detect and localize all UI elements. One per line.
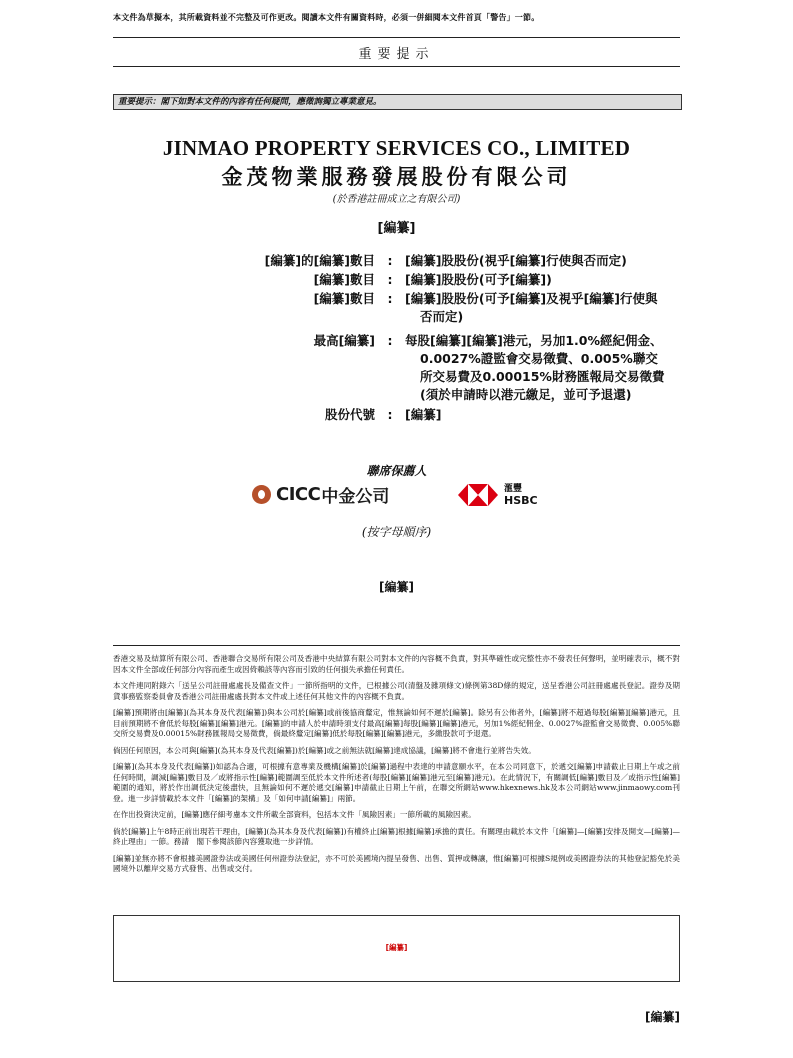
offer-label: [編纂]數目 — [313, 291, 375, 306]
disclaimer-rule — [113, 645, 680, 646]
disclaimer-paragraph: 香港交易及結算所有限公司、香港聯合交易所有限公司及香港中央結算有限公司對本文件的內容概不負責，對其準確性或完整性亦不發表任何聲明，並明確表示，概不對因本文件全部或任何部分內容而產生或因倚賴該等內容而引致的任何損失承擔任何責任。 — [113, 654, 680, 674]
offer-label: 股份代號 — [324, 407, 375, 422]
disclaimer-paragraph: [編纂]並無亦將不會根據美國證券法或美國任何州證券法登記，亦不可於美國境內提呈發售、出售、質押或轉讓，惟[編纂]可根據S規例或美國證券法的其他登記豁免於美國境外以離岸交易方式發售、出售或交付。 — [113, 853, 680, 873]
section-title: 重要提示 — [358, 47, 435, 62]
offer-summary-table — [240, 252, 680, 425]
offer-row: [編纂]數目 : [編纂]股股份(可予[編纂]) — [240, 271, 680, 289]
hsbc-logo-en: HSBC — [504, 494, 538, 507]
disclaimer-section — [113, 654, 680, 881]
offer-label: [編纂]的[編纂]數目 — [264, 253, 375, 268]
draft-warning-note: 本文件為草擬本，其所載資料並不完整及可作更改。閱讀本文件有關資料時，必須一併細閱本文件首頁「警告」一節。 — [113, 13, 540, 22]
disclaimer-paragraph: 倘因任何原因，本公司與[編纂](為其本身及代表[編纂])於[編纂]或之前無法就[編纂]達成協議，[編纂]將不會進行並將告失效。 — [113, 745, 536, 755]
offer-value: [編纂]股股份(視乎[編纂]行使與否而定) — [405, 253, 627, 268]
header-rule — [113, 37, 680, 38]
offer-value: [編纂] — [405, 407, 442, 422]
redacted-heading: [編纂] — [377, 221, 416, 236]
hsbc-logo — [458, 481, 538, 509]
hsbc-logo-zh: 滙豐 — [504, 484, 523, 494]
important-notice-text: 重要提示：閣下如對本文件的內容有任何疑問，應徵詢獨立專業意見。 — [118, 97, 382, 107]
redacted-footer: [編纂] — [645, 1010, 680, 1024]
offer-value: [編纂]股股份(可予[編纂]) — [405, 272, 552, 287]
company-name-zh: 金茂物業服務發展股份有限公司 — [221, 165, 572, 189]
redacted-box-label: [編纂] — [385, 943, 408, 952]
alphabetical-order-note: (按字母順序) — [361, 525, 432, 539]
disclaimer-paragraph: [編纂]預期將由[編纂](為其本身及代表[編纂])與本公司於[編纂]或前後協商釐定，惟無論如何不遲於[編纂]。除另有公佈者外，[編纂]將不超過每股[編纂][編纂]港元，且目前預期將不會低於每股[編纂][編纂]港元。[編纂]的申請人於申請時須支付最高[編纂]每股[編纂][編纂]港元，另加1%經紀佣金、0.0027%證監會交易徵費、0.005%聯交所交易費及0.00015%財務匯報局交易徵費，倘最終釐定[編纂]低於每股[編纂][編纂]港元，多繳股款可予退還。 — [113, 708, 680, 738]
offer-row: [編纂]數目 : [編纂]股股份(可予[編纂]及視乎[編纂]行使與否而定) — [240, 290, 680, 326]
cicc-logo-zh: 中金公司 — [321, 486, 390, 507]
offer-row: 股份代號 : [編纂] — [240, 406, 680, 424]
cicc-mark-icon — [252, 485, 271, 504]
disclaimer-paragraph: [編纂](為其本身及代表[編纂])如認為合適，可根據有意專業及機構[編纂]於[編纂]過程中表達的申請意願水平，在本公司同意下，於遞交[編纂]申請截止日期上午或之前任何時間，調減[編纂]數目及／或將指示性[編纂]範圍調至低於本文件所述者(每股[編纂][編纂]港元至[編纂]港元)。在此情況下，有關調低[編纂]數目及／或指示性[編纂]範圍的通知，將於作出調低決定後盡快，且無論如何不遲於遞交[編纂]申請截止日期上午前，在聯交所網站www.hkexnews.hk及本公司網站www.jinmaowy.com刊登。進一步詳情載於本文件「[編纂]的架構」及「如何申請[編纂]」兩節。 — [113, 762, 680, 803]
important-notice-box — [113, 94, 682, 110]
offer-label: [編纂]數目 — [313, 272, 375, 287]
redacted-mid: [編纂] — [379, 580, 414, 594]
redacted-box — [113, 915, 680, 982]
disclaimer-paragraph: 本文件連同附錄六「送呈公司註冊處處長及備查文件」一節所指明的文件，已根據公司(清盤及雜項條文)條例第38D條的規定，送呈香港公司註冊處處長登記。證券及期貨事務監察委員會及香港公司註冊處處長對本文件或上述任何其他文件的內容概不負責。 — [113, 681, 680, 701]
offer-row: [編纂]的[編纂]數目 : [編纂]股股份(視乎[編纂]行使與否而定) — [240, 252, 680, 270]
cicc-logo — [252, 481, 389, 507]
joint-sponsors-title: 聯席保薦人 — [366, 464, 427, 478]
offer-value: [編纂]股股份(可予[編纂]及視乎[編纂]行使與否而定) — [405, 291, 658, 324]
disclaimer-paragraph: 倘於[編纂]上午8時正前出現若干理由，[編纂](為其本身及代表[編纂])有權終止[編纂]根據[編纂]承擔的責任。有關理由載於本文件「[編纂]—[編纂]安排及開支—[編纂]—終止理由」一節。務請 閣下參閱該節內容獲取進一步詳情。 — [113, 826, 680, 846]
hsbc-hexagon-icon — [458, 484, 498, 506]
cicc-logo-en: CICC — [276, 483, 321, 505]
title-rule — [113, 66, 680, 67]
disclaimer-paragraph: 在作出投資決定前，[編纂]應仔細考慮本文件所載全部資料，包括本文件「風險因素」一節所載的風險因素。 — [113, 810, 476, 819]
incorporation-note: (於香港註冊成立之有限公司) — [332, 194, 461, 205]
offer-row: 最高[編纂] : 每股[編纂][編纂]港元，另加1.0%經紀佣金、0.0027%證監會交易徵費、0.005%聯交所交易費及0.00015%財務匯報局交易徵費(須於申請時以港元繳足，並可予退還) — [240, 332, 680, 404]
company-name-en: JINMAO PROPERTY SERVICES CO., LIMITED — [162, 136, 631, 160]
offer-label: 最高[編纂] — [313, 333, 375, 348]
offer-value: 每股[編纂][編纂]港元，另加1.0%經紀佣金、0.0027%證監會交易徵費、0.005%聯交所交易費及0.00015%財務匯報局交易徵費(須於申請時以港元繳足，並可予退還) — [405, 333, 665, 402]
